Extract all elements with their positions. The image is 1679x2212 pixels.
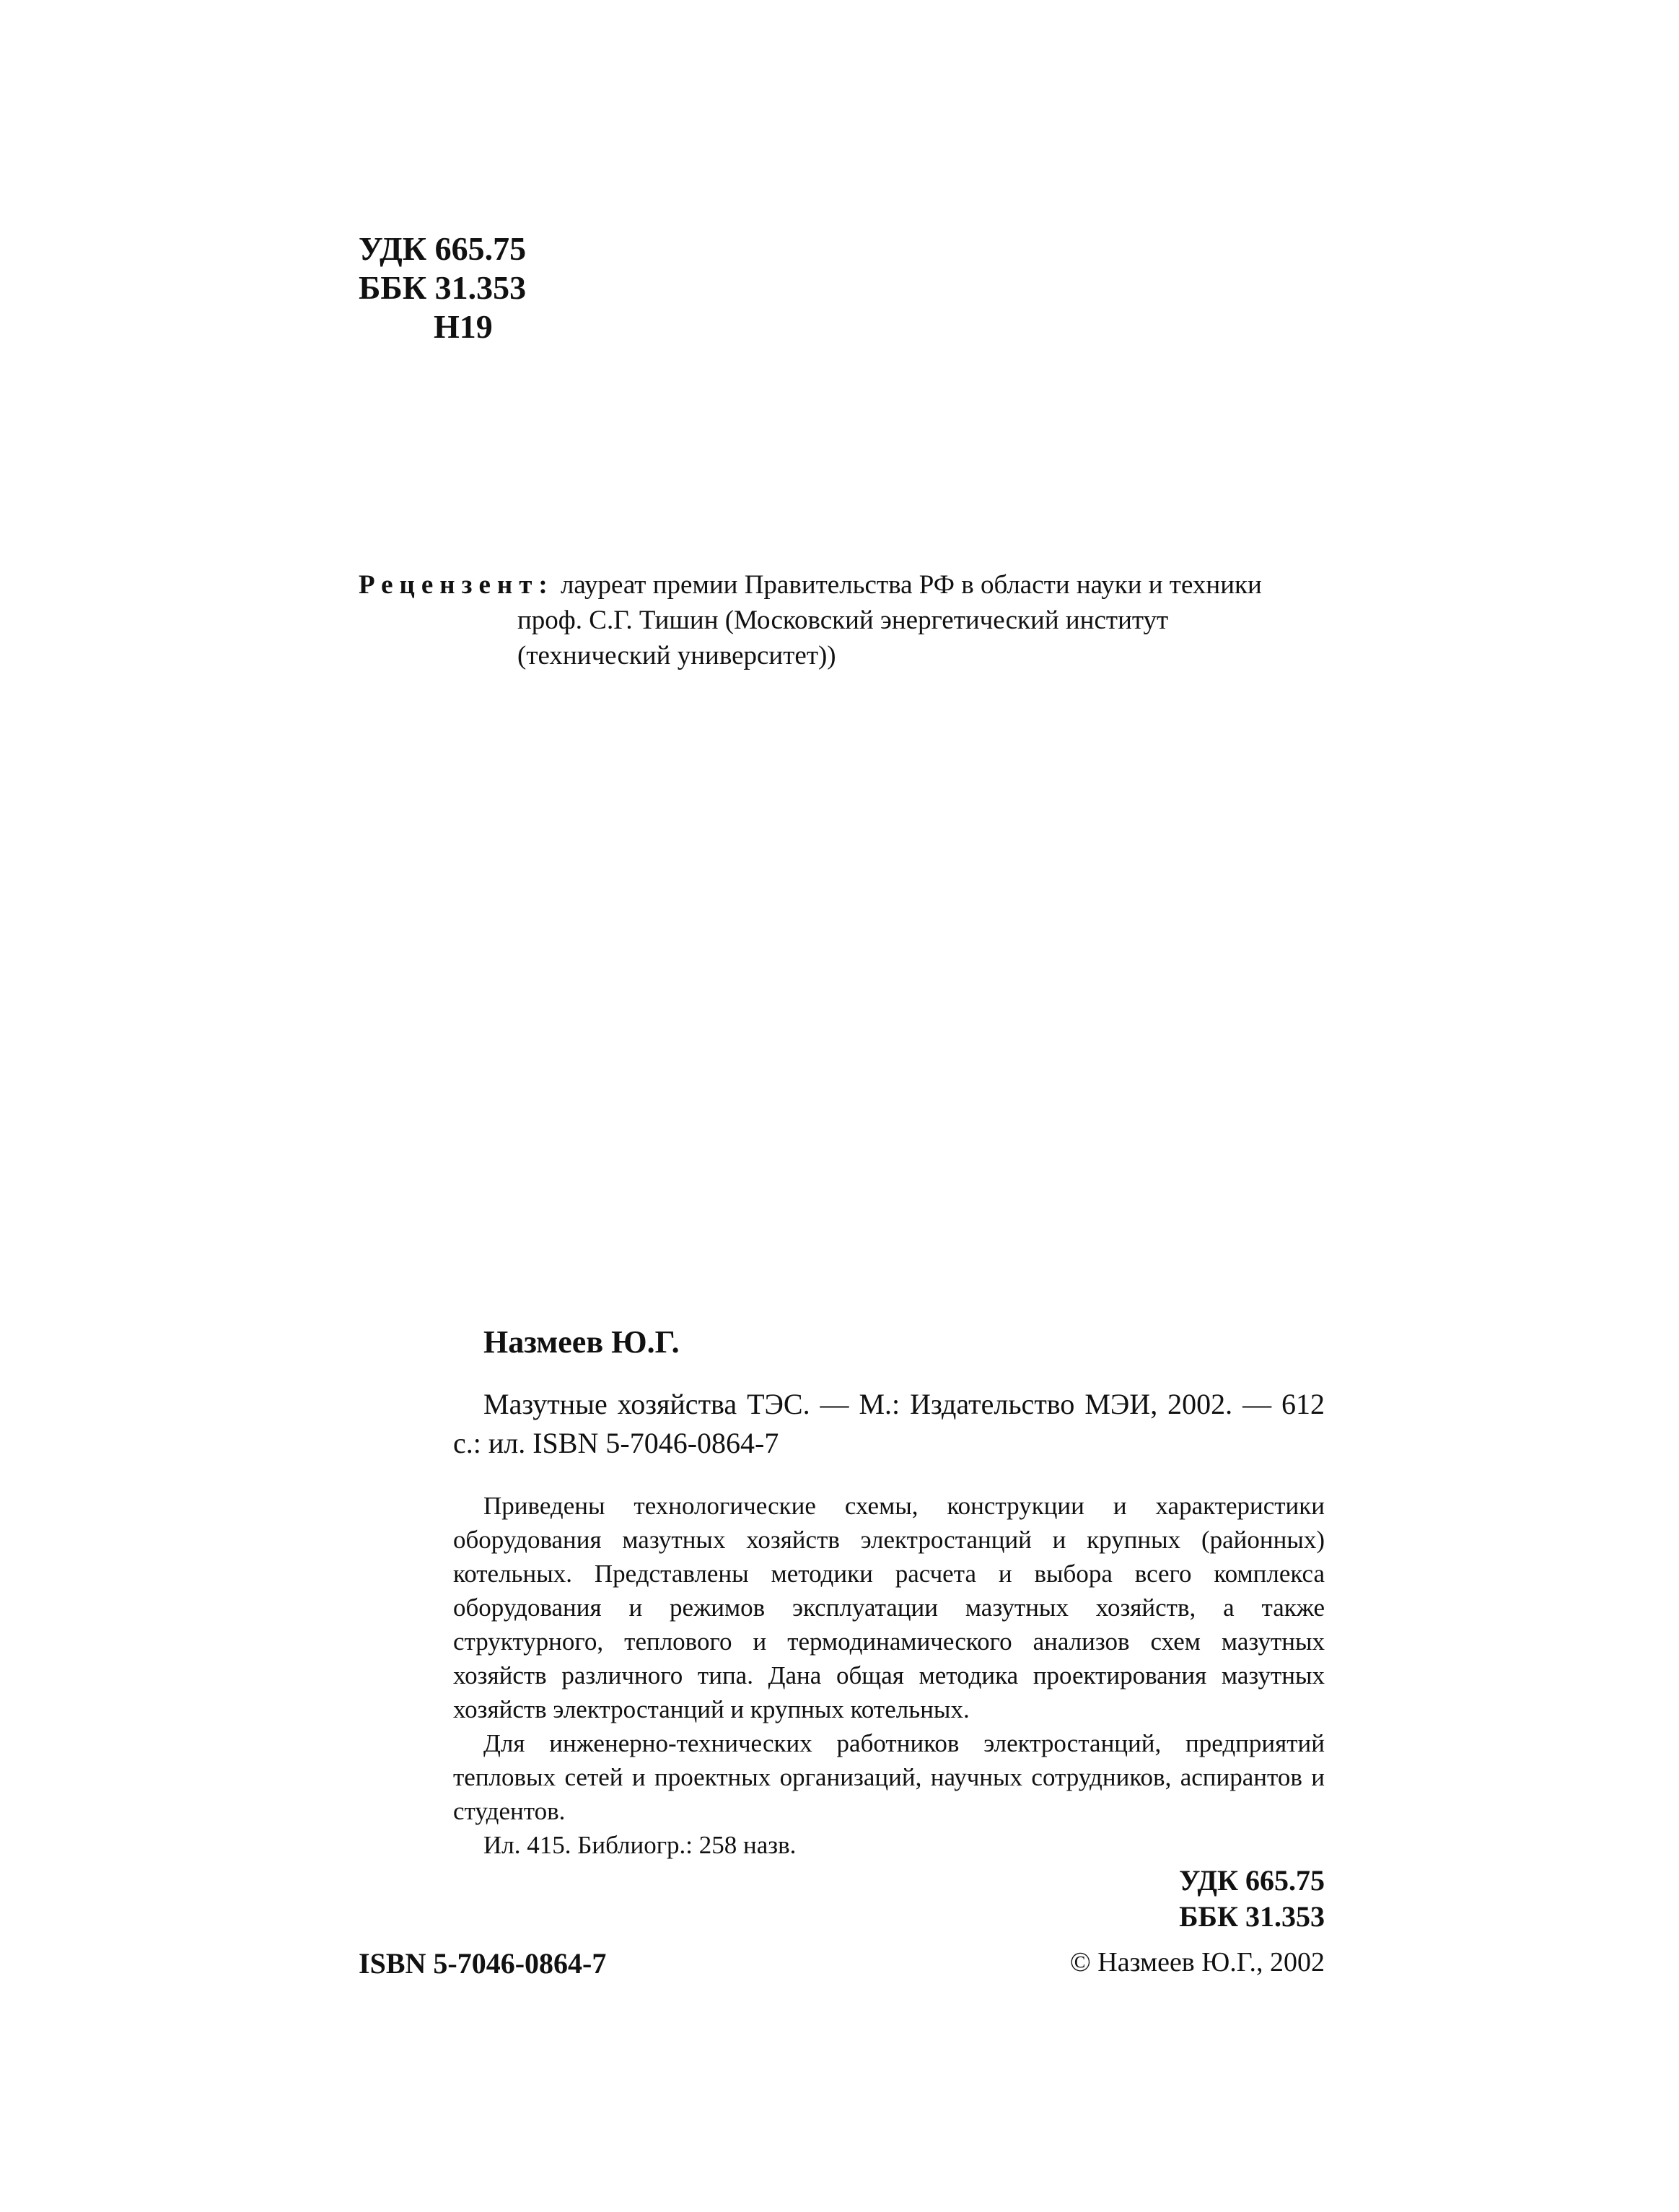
bbk-code: ББК 31.353: [359, 269, 527, 306]
author-mark: Н19: [434, 308, 493, 345]
author-name: Назмеев Ю.Г.: [483, 1324, 680, 1360]
classification-codes-top: [359, 229, 526, 346]
bbk-code-bottom: ББК 31.353: [1179, 1900, 1325, 1933]
reviewer-details: проф. С.Г. Тишин (Московский энергетический институт (технический университет)): [517, 606, 1169, 670]
stats-text: Ил. 415. Библиогр.: 258 назв.: [483, 1831, 797, 1859]
reviewer-block: [359, 567, 1325, 673]
classification-codes-bottom: [1179, 1863, 1325, 1935]
audience-text: Для инженерно-технических работников электростанций, предприятий тепловых сетей и проектных организаций, научных сотрудников, аспирантов и студентов.: [453, 1729, 1325, 1825]
annotation-text: Приведены технологические схемы, конструкции и характеристики оборудования мазутных хозяйств электростанций и крупных (районных) котельных. Представлены методики расчета и выбора всего комплекса оборудования и режимов эксплуатации мазутных хозяйств, а также структурного, теплового и термодинамического анализов схем мазутных хозяйств различного типа. Дана общая методика проектирования мазутных хозяйств электростанций и крупных котельных.: [453, 1492, 1325, 1723]
isbn: ISBN 5-7046-0864-7: [359, 1947, 607, 1980]
udk-code-bottom: УДК 665.75: [1179, 1864, 1325, 1897]
reviewer-line1: лауреат премии Правительства РФ в области науки и техники: [560, 570, 1262, 600]
bibliographic-entry: Мазутные хозяйства ТЭС. — М.: Издательство МЭИ, 2002. — 612 с.: ил. ISBN 5-7046-0864-7: [453, 1388, 1325, 1459]
reviewer-first-line: [359, 567, 1325, 603]
annotation-card: [453, 1324, 1325, 1862]
copyright-notice: © Назмеев Ю.Г., 2002: [1069, 1947, 1325, 1977]
udk-code: УДК 665.75: [359, 230, 527, 267]
reviewer-label: Рецензент:: [359, 570, 554, 600]
